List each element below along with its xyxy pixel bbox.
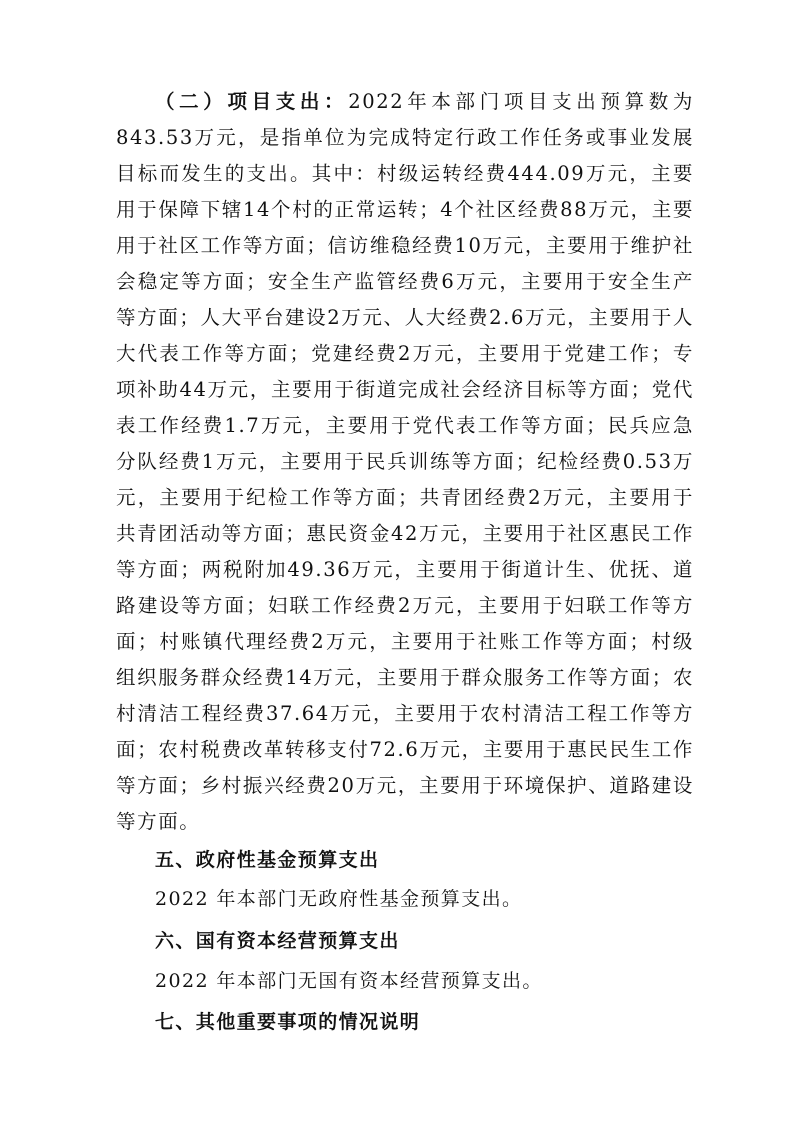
section7-heading: 七、其他重要事项的情况说明 bbox=[155, 1011, 421, 1033]
section6-text: 2022 年本部门无国有资本经营预算支出。 bbox=[155, 970, 543, 992]
project-expense-body: 2022年本部门项目支出预算数为843.53万元，是指单位为完成特定行政工作任务或事业发展目标而发生的支出。其中：村级运转经费444.09万元，主要用于保障下辖14个村的正常运转；4个社区经费88万元，主要用于社区工作等方面；信访维稳经费10万元，主要用于维护社会稳定等方面；安全生产监管经费6万元，主要用于安全生产等方面；人大平台建设2万元、人大经费2.6万元，主要用于人大代表工作等方面；党建经费2万元，主要用于党建工作；专项补助44万元，主要用于街道完成社会经济目标等方面；党代表工作经费1.7万元，主要用于党代表工作等方面；民兵应急分队经费1万元，主要用于民兵训练等方面；纪检经费0.53万元，主要用于纪检工作等方面；共青团经费2万元，主要用于共青团活动等方面；惠民资金42万元，主要用于社区惠民工作等方面；两税附加49.36万元，主要用于街道计生、优抚、道路建设等方面；妇联工作经费2万元，主要用于妇联工作等方面；村账镇代理经费2万元，主要用于社账工作等方面；村级组织服务群众经费14万元，主要用于群众服务工作等方面；农村清洁工程经费37.64万元，主要用于农村清洁工程工作等方面；农村税费改革转移支付72.6万元，主要用于惠民民生工作等方面；乡村振兴经费20万元，主要用于环境保护、道路建设等方面。 bbox=[116, 90, 694, 833]
project-expense-paragraph bbox=[116, 84, 694, 840]
section5-text: 2022 年本部门无政府性基金预算支出。 bbox=[155, 888, 523, 910]
section5-heading: 五、政府性基金预算支出 bbox=[155, 849, 380, 871]
project-expense-lead: （二）项目支出： bbox=[155, 90, 349, 113]
section6-heading: 六、国有资本经营预算支出 bbox=[155, 930, 400, 952]
